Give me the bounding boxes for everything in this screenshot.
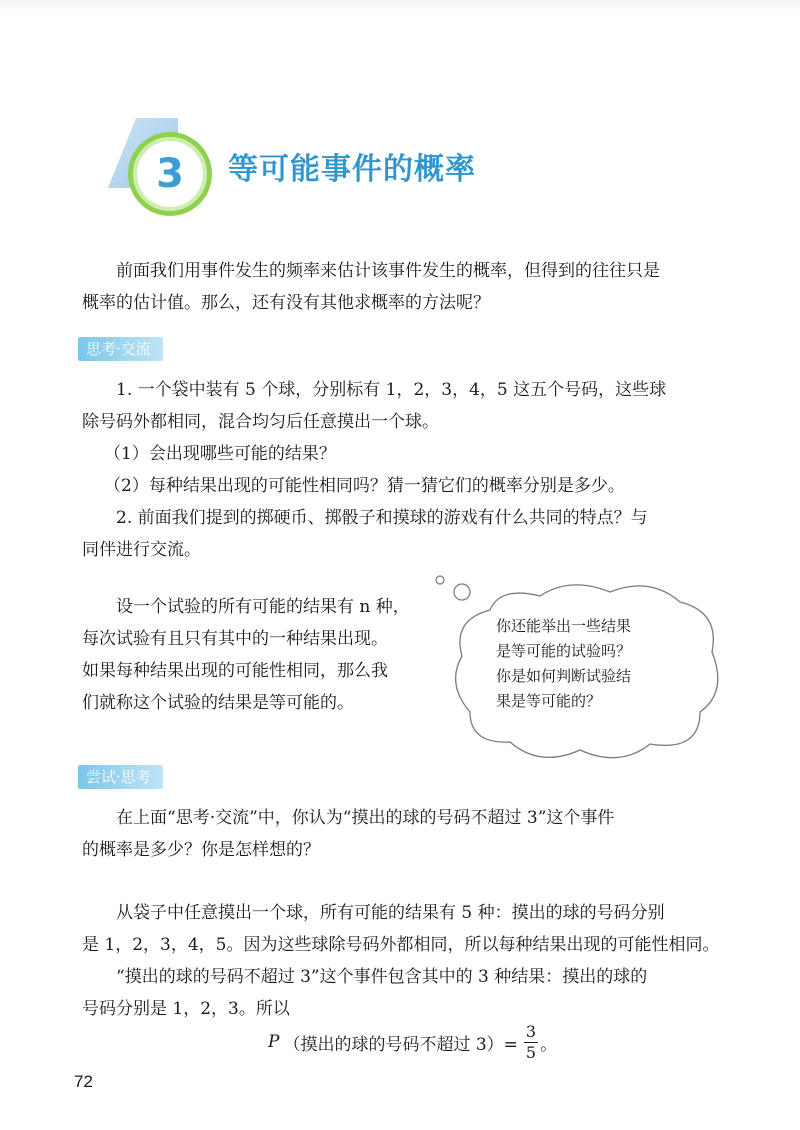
- bubble-line: 你是如何判断试验结: [496, 667, 632, 685]
- definition-line: 如果每种结果出现的可能性相同，那么我: [82, 661, 388, 681]
- try-think-question: [82, 802, 722, 866]
- bubble-line: 是等可能的试验吗？: [496, 642, 632, 660]
- intro-line: 概率的估计值。那么，还有没有其他求概率的方法呢？: [82, 293, 490, 313]
- question-line: 同伴进行交流。: [82, 540, 201, 560]
- fraction-denominator: 5: [525, 1042, 537, 1062]
- solution-paragraph: [82, 897, 732, 1025]
- definition-line: 每次试验有且只有其中的一种结果出现。: [82, 629, 388, 649]
- formula-body: （摸出的球的号码不超过 3）=: [283, 1034, 518, 1055]
- thought-bubble: [430, 572, 730, 772]
- definition-line: 们就称这个试验的结果是等可能的。: [82, 693, 354, 713]
- think-exchange-content: [82, 374, 722, 566]
- think-exchange-tag: 思考·交流: [78, 337, 163, 361]
- question-line: 1. 一个袋中装有 5 个球，分别标有 1，2，3，4，5 这五个号码，这些球: [116, 380, 667, 400]
- section-number-badge: [128, 132, 212, 216]
- try-think-line: 在上面“思考·交流”中，你认为“摸出的球的号码不超过 3”这个事件: [116, 808, 615, 828]
- section-number: 3: [156, 151, 184, 197]
- question-line: （2）每种结果出现的可能性相同吗？猜一猜它们的概率分别是多少。: [104, 476, 625, 496]
- definition-paragraph: [82, 591, 442, 719]
- page-number: 72: [74, 1072, 93, 1091]
- try-think-line: 的概率是多少？你是怎样想的？: [82, 840, 320, 860]
- bubble-text: [496, 614, 666, 714]
- top-border: [0, 0, 800, 12]
- section-title: 等可能事件的概率: [228, 152, 476, 187]
- intro-line: 前面我们用事件发生的频率来估计该事件发生的概率，但得到的往往只是: [116, 261, 660, 281]
- definition-line: 设一个试验的所有可能的结果有 n 种，: [116, 597, 410, 617]
- formula-p: P: [268, 1032, 280, 1052]
- fraction-numerator: 3: [525, 1021, 537, 1041]
- question-line: 除号码外都相同，混合均匀后任意摸出一个球。: [82, 412, 439, 432]
- formula-end: 。: [540, 1034, 558, 1055]
- section-header: [108, 118, 548, 218]
- bubble-line: 你还能举出一些结果: [496, 617, 632, 635]
- question-line: （1）会出现哪些可能的结果？: [104, 444, 336, 464]
- try-think-tag: 尝试·思考: [78, 765, 163, 789]
- bubble-line: 果是等可能的？: [496, 692, 602, 710]
- question-line: 2. 前面我们提到的掷硬币、掷骰子和摸球的游戏有什么共同的特点？与: [116, 508, 648, 528]
- fraction: [524, 1022, 538, 1063]
- solution-line: 号码分别是 1，2，3。所以: [82, 999, 290, 1019]
- solution-line: “摸出的球的号码不超过 3”这个事件包含其中的 3 种结果：摸出的球的: [116, 967, 648, 987]
- solution-line: 是 1，2，3，4，5。因为这些球除号码外都相同，所以每种结果出现的可能性相同。: [82, 935, 720, 955]
- solution-line: 从袋子中任意摸出一个球，所有可能的结果有 5 种：摸出的球的号码分别: [116, 903, 665, 923]
- intro-paragraph: [82, 255, 722, 319]
- probability-formula: [268, 1018, 557, 1066]
